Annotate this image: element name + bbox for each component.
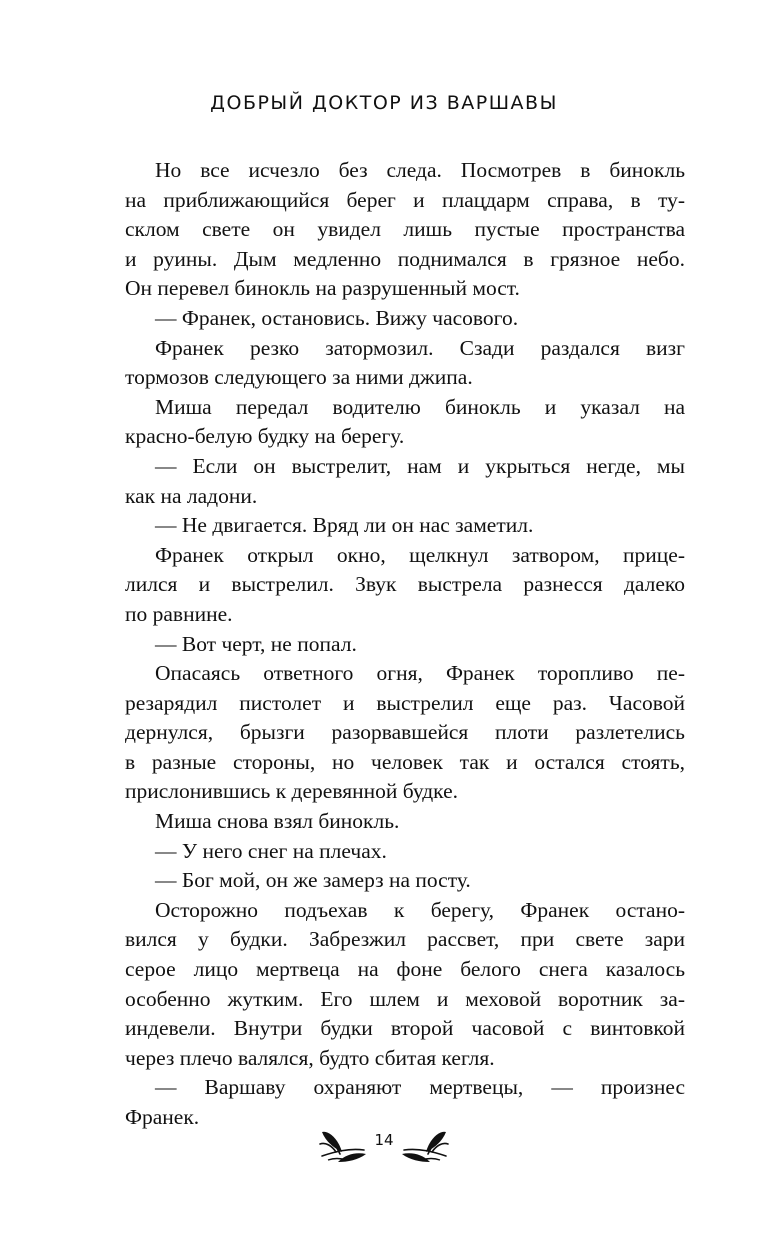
text-line: Он перевел бинокль на разрушенный мост. <box>125 276 520 301</box>
text-line: — Франек, остановись. Вижу часового. <box>155 305 519 330</box>
leaf-flourish-left-icon <box>318 1124 370 1164</box>
text-line: Осторожно подъехав к берегу, Франек остано- <box>155 897 685 922</box>
text-line: вился у будки. Забрезжил рассвет, при свете зари <box>125 927 685 952</box>
text-line: Миша передал водителю бинокль и указал на <box>155 394 685 419</box>
text-line: склом свете он увидел лишь пустые пространства <box>125 217 685 242</box>
text-line: Франек резко затормозил. Сзади раздался визг <box>155 335 685 360</box>
text-line: — Бог мой, он же замерз на посту. <box>155 868 471 893</box>
text-line: в разные стороны, но человек так и остался стоять, <box>125 749 685 774</box>
text-line: Миша снова взял бинокль. <box>155 809 400 834</box>
text-line: Но все исчезло без следа. Посмотрев в бинокль <box>155 158 685 182</box>
text-line: — Вот черт, не попал. <box>155 631 357 656</box>
text-line: как на ладони. <box>125 483 258 508</box>
text-line: и руины. Дым медленно поднимался в грязное небо. <box>125 246 685 271</box>
text-line: Франек открыл окно, щелкнул затвором, прице- <box>155 542 685 567</box>
text-line: — Не двигается. Вряд ли он нас заметил. <box>155 513 534 538</box>
text-line: красно-белую будку на берегу. <box>125 424 405 449</box>
text-line: по равнине. <box>125 601 233 626</box>
text-line: дернулся, брызги разорвавшейся плоти разлетелись <box>125 720 685 745</box>
text-line: серое лицо мертвеца на фоне белого снега казалось <box>125 957 685 982</box>
text-line: индевели. Внутри будки второй часовой с винтовкой <box>125 1016 685 1041</box>
page-folio <box>0 1124 768 1164</box>
text-line: через плечо валялся, будто сбитая кегля. <box>125 1045 495 1070</box>
text-line: резарядил пистолет и выстрелил еще раз. Часовой <box>125 690 685 715</box>
text-line: на приближающийся берег и плацдарм справа, в ту- <box>125 187 685 212</box>
text-line: особенно жутким. Его шлем и меховой воротник за- <box>125 986 685 1011</box>
text-line: прислонившись к деревянной будке. <box>125 779 459 804</box>
page-number: 14 <box>374 1131 394 1149</box>
text-line: Опасаясь ответного огня, Франек торопливо пе- <box>155 661 685 686</box>
text-line: Франек. <box>125 1105 200 1129</box>
text-line: — Если он выстрелит, нам и укрыться негде, мы <box>155 453 685 478</box>
text-line: тормозов следующего за ними джипа. <box>125 365 473 390</box>
text-line: — Варшаву охраняют мертвецы, — произнес <box>155 1075 685 1100</box>
running-head: ДОБРЫЙ ДОКТОР ИЗ ВАРШАВЫ <box>210 92 558 114</box>
leaf-flourish-right-icon <box>398 1124 450 1164</box>
body-text <box>125 156 685 1133</box>
text-line: лился и выстрелил. Звук выстрела разнесся далеко <box>125 572 685 597</box>
text-line: — У него снег на плечах. <box>155 838 387 863</box>
